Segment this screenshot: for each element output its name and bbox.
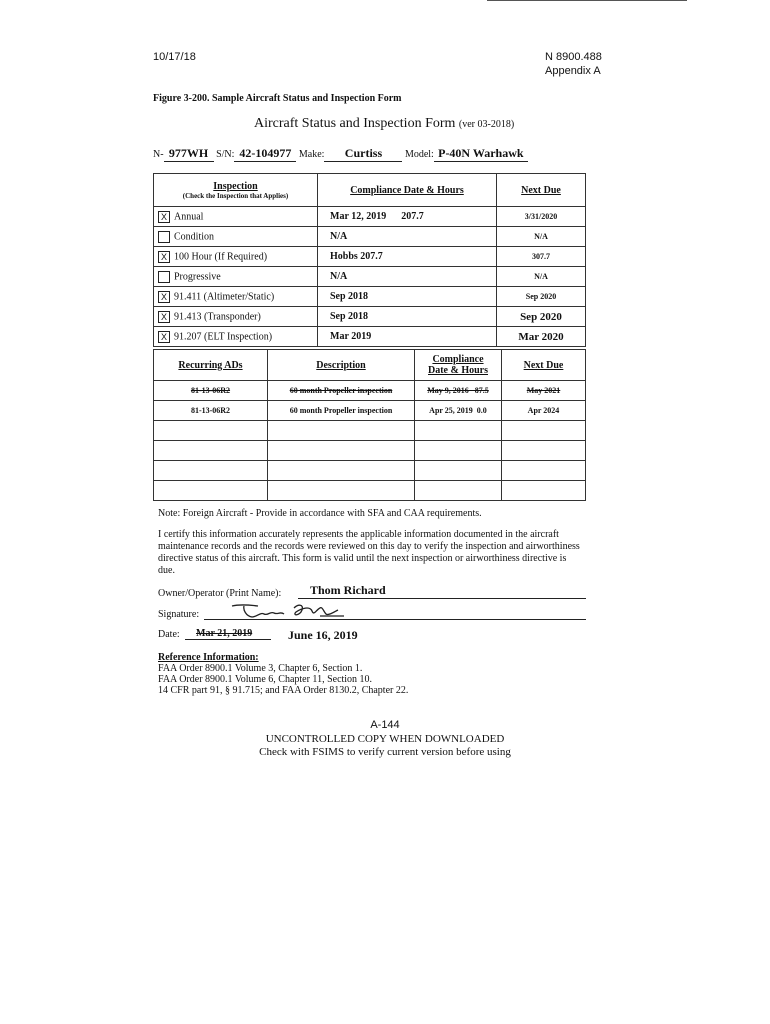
model-label: Model:	[404, 149, 434, 160]
inspection-name: 91.411 (Altimeter/Static)	[174, 290, 275, 302]
date-line	[185, 639, 271, 640]
recurring-ads-header: Recurring ADs	[154, 350, 268, 381]
inspection-name-cell	[154, 307, 318, 327]
reference-line: FAA Order 8900.1 Volume 3, Chapter 6, Section 1.	[158, 663, 363, 674]
ads-compliance-header-line2: Date & Hours	[428, 365, 488, 376]
serial-number-field: 42-104977	[234, 146, 296, 162]
signature-label: Signature:	[158, 609, 200, 620]
ad-next-due: May 2021	[502, 381, 586, 401]
reference-title: Reference Information:	[158, 652, 259, 663]
inspection-checkbox[interactable]: X	[158, 311, 170, 323]
inspection-name-cell	[154, 227, 318, 247]
next-due-cell: N/A	[497, 227, 586, 247]
compliance-cell: Sep 2018	[318, 287, 497, 307]
figure-caption: Figure 3-200. Sample Aircraft Status and Inspection Form	[153, 93, 402, 104]
ads-compliance-header	[415, 350, 502, 381]
inspection-name: Condition	[174, 230, 215, 242]
certification-text	[158, 529, 580, 577]
ad-row-struck	[154, 381, 586, 401]
next-due-cell: 307.7	[497, 247, 586, 267]
inspection-name: 91.413 (Transponder)	[174, 310, 261, 322]
inspection-name: Progressive	[174, 270, 221, 282]
ad-description	[268, 441, 415, 461]
date-value[interactable]: June 16, 2019	[288, 628, 358, 642]
inspection-name: 100 Hour (If Required)	[174, 250, 268, 262]
inspection-row	[154, 267, 586, 287]
reference-info	[158, 652, 408, 696]
next-due-cell: N/A	[497, 267, 586, 287]
ad-next-due	[502, 461, 586, 481]
ad-description	[268, 421, 415, 441]
inspection-row	[154, 207, 586, 227]
inspection-checkbox[interactable]: X	[158, 331, 170, 343]
date-label: Date:	[158, 629, 180, 640]
inspection-name-cell	[154, 267, 318, 287]
uncontrolled-copy: UNCONTROLLED COPY WHEN DOWNLOADED	[265, 733, 505, 745]
inspection-name-cell	[154, 207, 318, 227]
inspection-name-cell	[154, 327, 318, 347]
header-date: 10/17/18	[153, 51, 196, 63]
ad-number	[154, 461, 268, 481]
certify-line: maintenance records and the records were reviewed on this day to verify the inspection and airworthiness	[158, 541, 580, 552]
owner-line	[298, 598, 586, 599]
n-label: N-	[153, 149, 164, 160]
aircraft-id-line	[153, 146, 528, 162]
certify-line: directive status of this aircraft. This form is valid until the next inspection or airworthiness directive is	[158, 553, 567, 564]
inspection-checkbox[interactable]: X	[158, 291, 170, 303]
signature-image	[230, 602, 350, 622]
ad-next-due	[502, 441, 586, 461]
next-due-header: Next Due	[497, 174, 586, 207]
header-appendix: Appendix A	[545, 65, 601, 77]
inspection-row	[154, 327, 586, 347]
ad-next-due: Apr 2024	[502, 401, 586, 421]
ad-compliance	[415, 481, 502, 501]
certify-line: I certify this information accurately represents the applicable information documented in the aircraft	[158, 529, 559, 540]
inspection-name: Annual	[174, 210, 204, 222]
ads-compliance-header-line1: Compliance	[432, 354, 484, 365]
inspection-checkbox[interactable]: X	[158, 211, 170, 223]
reference-line: FAA Order 8900.1 Volume 6, Chapter 11, Section 10.	[158, 674, 373, 685]
n-number-field: 977WH	[164, 146, 214, 162]
compliance-header: Compliance Date & Hours	[318, 174, 497, 207]
owner-label: Owner/Operator (Print Name):	[158, 588, 282, 599]
foreign-aircraft-note: Note: Foreign Aircraft - Provide in accordance with SFA and CAA requirements.	[158, 508, 482, 519]
compliance-cell: Mar 12, 2019 207.7	[318, 207, 497, 227]
ad-compliance	[415, 441, 502, 461]
form-title-text: Aircraft Status and Inspection Form	[254, 116, 456, 131]
inspection-checkbox[interactable]	[158, 231, 170, 243]
certify-line: due.	[158, 565, 175, 576]
ad-next-due	[502, 481, 586, 501]
inspection-name-cell	[154, 247, 318, 267]
ad-row-empty	[154, 461, 586, 481]
ad-number: 81-13-06R2	[154, 381, 268, 401]
ad-number	[154, 421, 268, 441]
next-due-cell: Sep 2020	[497, 287, 586, 307]
next-due-cell: Sep 2020	[497, 307, 586, 327]
page-number: A-144	[370, 719, 400, 731]
ad-next-due	[502, 421, 586, 441]
ad-compliance	[415, 421, 502, 441]
sn-label: S/N:	[216, 149, 235, 160]
header-notice: N 8900.488	[545, 51, 602, 63]
form-title	[254, 116, 514, 132]
inspection-header-sub: (Check the Inspection that Applies)	[182, 191, 289, 200]
ad-compliance	[415, 461, 502, 481]
compliance-cell: N/A	[318, 267, 497, 287]
recurring-ads-table	[153, 349, 586, 501]
form-version: (ver 03-2018)	[458, 119, 515, 130]
compliance-cell: Mar 2019	[318, 327, 497, 347]
compliance-cell: Sep 2018	[318, 307, 497, 327]
inspection-row	[154, 287, 586, 307]
make-field: Curtiss	[324, 146, 402, 162]
ad-number	[154, 441, 268, 461]
inspection-row	[154, 307, 586, 327]
date-old-value: Mar 21, 2019	[196, 628, 253, 639]
ads-next-due-header: Next Due	[502, 350, 586, 381]
ad-row-empty	[154, 441, 586, 461]
model-field: P-40N Warhawk	[434, 146, 528, 162]
inspection-checkbox[interactable]	[158, 271, 170, 283]
next-due-cell: Mar 2020	[497, 327, 586, 347]
inspection-name: 91.207 (ELT Inspection)	[174, 330, 273, 342]
owner-name-field[interactable]: Thom Richard	[310, 583, 386, 597]
ad-description	[268, 461, 415, 481]
inspection-row	[154, 247, 586, 267]
reference-line: 14 CFR part 91, § 91.715; and FAA Order 8130.2, Chapter 22.	[158, 685, 409, 696]
compliance-cell: N/A	[318, 227, 497, 247]
ad-compliance: May 9, 2016 87.5	[415, 381, 502, 401]
ad-row-empty	[154, 481, 586, 501]
next-due-cell: 3/31/2020	[497, 207, 586, 227]
fsims-check: Check with FSIMS to verify current version before using	[259, 746, 511, 758]
inspection-table	[153, 173, 586, 347]
inspection-name-cell	[154, 287, 318, 307]
make-label: Make:	[298, 149, 325, 160]
compliance-cell: Hobbs 207.7	[318, 247, 497, 267]
ad-description: 60 month Propeller inspection	[268, 381, 415, 401]
description-header: Description	[268, 350, 415, 381]
ad-number	[154, 481, 268, 501]
inspection-row	[154, 227, 586, 247]
ad-compliance: Apr 25, 2019 0.0	[415, 401, 502, 421]
inspection-header	[154, 174, 318, 207]
ad-description: 60 month Propeller inspection	[268, 401, 415, 421]
inspection-header-row	[154, 174, 586, 207]
inspection-header-title: Inspection	[213, 180, 258, 192]
ad-description	[268, 481, 415, 501]
top-rule	[487, 0, 687, 1]
ads-header-row	[154, 350, 586, 381]
ad-row	[154, 401, 586, 421]
ad-row-empty	[154, 421, 586, 441]
ad-number: 81-13-06R2	[154, 401, 268, 421]
inspection-checkbox[interactable]: X	[158, 251, 170, 263]
